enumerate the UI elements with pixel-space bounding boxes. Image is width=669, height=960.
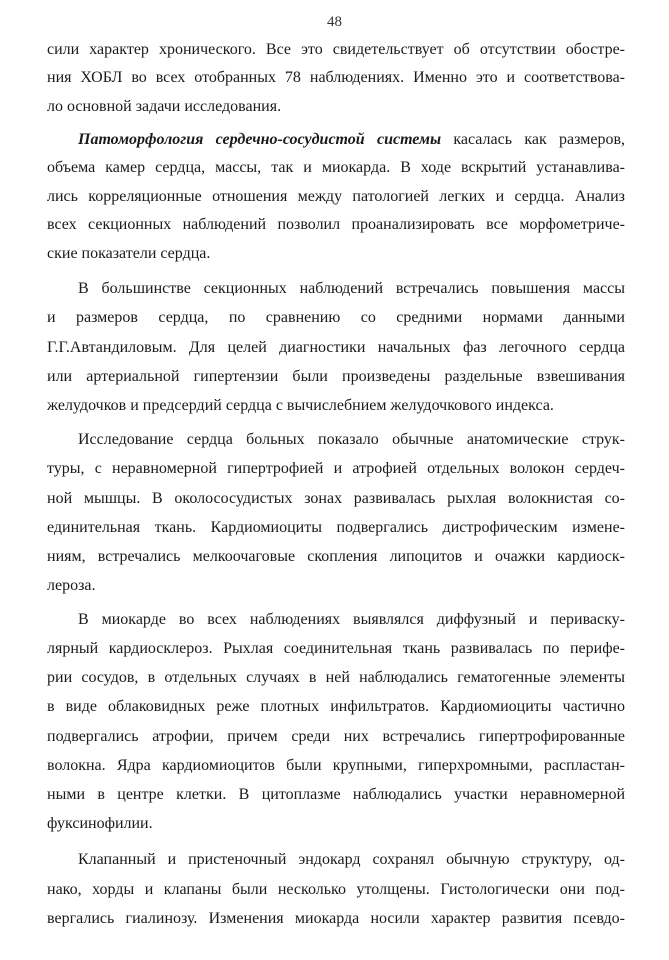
text-line: туры, с неравномерной гипертрофией и атрофией отдельных волокон сердеч- (47, 460, 625, 477)
text-line: лярный кардиосклероз. Рыхлая соединительная ткань развивалась по перифе- (47, 640, 625, 657)
section-heading: Патоморфология сердечно-сосудистой системы (78, 131, 442, 148)
text-line: подвергались атрофии, причем среди них встречались гипертрофированные (47, 728, 625, 745)
text-line: ной мышцы. В околососудистых зонах развивалась рыхлая волокнистая со- (47, 490, 625, 507)
text-line: нако, хорды и клапаны были несколько утолщены. Гистологически они под- (47, 881, 625, 898)
text-line: лись корреляционные отношения между патологией легких и сердца. Анализ (47, 188, 625, 205)
text-line: желудочков и предсердий сердца с вычислебнием желудочкового индекса. (47, 397, 554, 414)
text-line: и размеров сердца, по сравнению со средними нормами данными (47, 309, 625, 326)
text-line: рии сосудов, в отдельных случаях в ней наблюдались гематогенные элементы (47, 669, 625, 686)
text-line: всех секционных наблюдений позволил проанализировать все морфометриче- (47, 216, 625, 233)
text-line: В большинстве секционных наблюдений встречались повышения массы (78, 280, 625, 297)
text-line: единительная ткань. Кардиомиоциты подвергались дистрофическим измене- (47, 519, 625, 536)
text-line: ными в центре клетки. В цитоплазме наблюдались участки неравномерной (47, 786, 625, 803)
text-line: фуксинофилии. (47, 815, 153, 832)
text-line: в виде облаковидных реже плотных инфильтратов. Кардиомиоциты частично (47, 698, 625, 715)
text-line: волокна. Ядра кардиомиоцитов были крупными, гиперхромными, распластан- (47, 757, 625, 774)
page-number: 48 (327, 14, 342, 30)
text-line: ские показатели сердца. (47, 245, 211, 262)
text-line: В миокарде во всех наблюдениях выявлялся диффузный и периваску- (78, 611, 625, 628)
text-line: или артериальной гипертензии были произведены раздельные взвешивания (47, 368, 625, 385)
text-line: Клапанный и пристеночный эндокард сохранял обычную структуру, од- (78, 851, 625, 868)
text-span: касалась как размеров, (441, 131, 625, 148)
text-line: вергались гиалинозу. Изменения миокарда носили характер развития псевдо- (47, 910, 625, 927)
text-line: сили характер хронического. Все это свидетельствует об отсутствии обостре- (47, 41, 625, 58)
text-line: лероза. (47, 577, 96, 594)
text-line: ло основной задачи исследования. (47, 98, 282, 115)
text-line: ния ХОБЛ во всех отобранных 78 наблюдениях. Именно это и соответствова- (47, 69, 625, 86)
text-line: объема камер сердца, массы, так и миокарда. В ходе вскрытий устанавлива- (47, 159, 625, 176)
text-line: ниям, встречались мелкоочаговые скопления липоцитов и очажки кардиоск- (47, 548, 625, 565)
text-line: Исследование сердца больных показало обычные анатомические струк- (78, 431, 625, 448)
text-line: Г.Г.Автандиловым. Для целей диагностики начальных фаз легочного сердца (47, 339, 625, 356)
text-line (78, 130, 625, 150)
